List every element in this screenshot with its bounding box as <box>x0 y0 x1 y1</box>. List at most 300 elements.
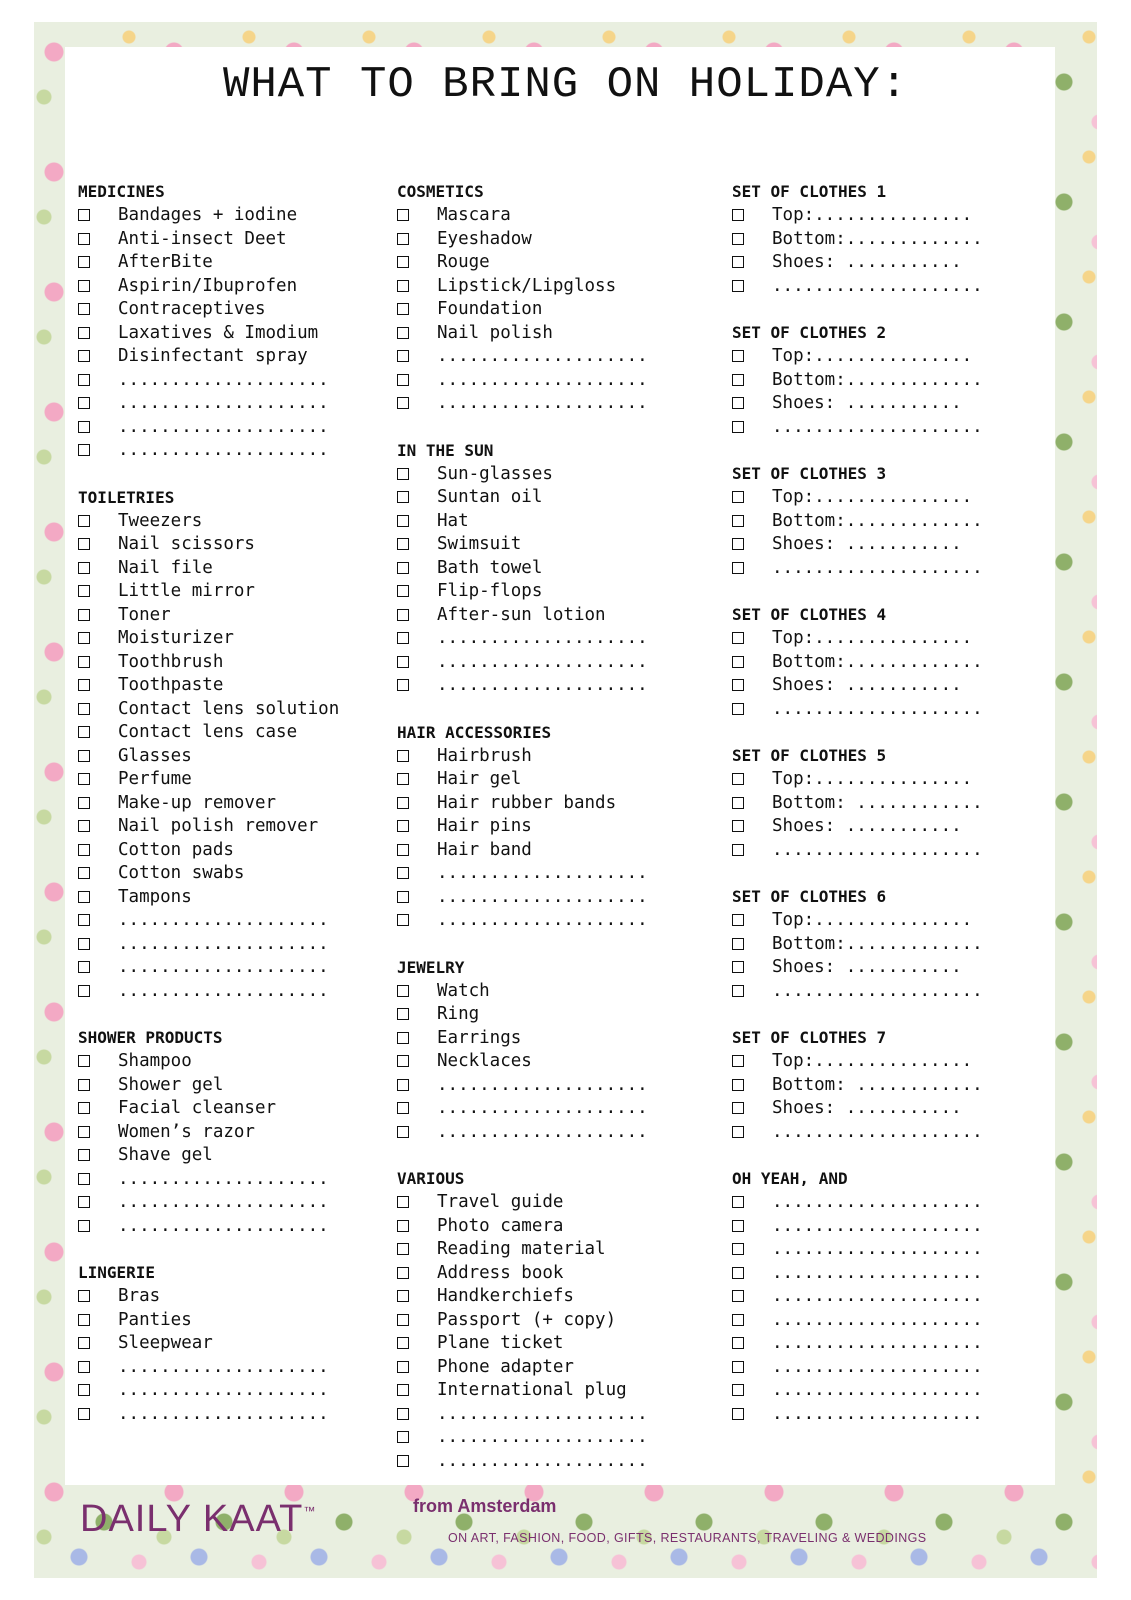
checkbox[interactable] <box>78 256 90 268</box>
checklist-item <box>732 956 1052 980</box>
checklist-item <box>78 1285 378 1309</box>
checklist-item <box>397 204 697 228</box>
item-label: Little mirror <box>118 581 255 602</box>
checkbox[interactable] <box>78 303 90 315</box>
checkbox[interactable] <box>78 280 90 292</box>
checkbox[interactable] <box>78 350 90 362</box>
section-title: SET OF CLOTHES 5 <box>732 746 887 765</box>
checklist-item <box>732 1285 1052 1309</box>
section-title: COSMETICS <box>397 182 484 201</box>
checkbox[interactable] <box>78 562 90 574</box>
checkbox[interactable] <box>397 867 409 879</box>
checklist-item <box>397 1238 697 1262</box>
checklist-item <box>397 580 697 604</box>
checkbox[interactable] <box>78 609 90 621</box>
checklist-item <box>78 439 378 463</box>
checklist-item <box>732 274 1052 298</box>
checklist-item <box>78 697 378 721</box>
checkbox[interactable] <box>78 585 90 597</box>
checklist-item <box>732 1332 1052 1356</box>
checklist-item <box>397 862 697 886</box>
item-label: Earrings <box>437 1027 522 1048</box>
checkbox[interactable] <box>397 632 409 644</box>
section-title: LINGERIE <box>78 1263 156 1282</box>
section-title: OH YEAH, AND <box>732 1169 848 1188</box>
item-label: Laxatives & Imodium <box>118 322 319 343</box>
checkbox[interactable] <box>732 1384 744 1396</box>
section-title: SET OF CLOTHES 7 <box>732 1028 887 1047</box>
item-label: .................... <box>772 275 983 296</box>
checkbox[interactable] <box>78 985 90 997</box>
checklist-item <box>732 1120 1052 1144</box>
checklist-item <box>78 768 378 792</box>
item-label: .................... <box>118 1215 329 1236</box>
item-label: Make-up remover <box>118 792 277 813</box>
item-label: Bandages + iodine <box>118 205 298 226</box>
checkbox[interactable] <box>78 421 90 433</box>
checkbox[interactable] <box>78 1055 90 1067</box>
item-label: .................... <box>437 1450 648 1471</box>
section-title: HAIR ACCESSORIES <box>397 722 552 742</box>
checklist-item <box>78 791 378 815</box>
checkbox[interactable] <box>78 679 90 691</box>
checkbox[interactable] <box>732 280 744 292</box>
checklist-section <box>732 321 1052 439</box>
item-label: .................... <box>118 369 329 390</box>
item-label: .................... <box>437 910 648 931</box>
checklist-item <box>732 1402 1052 1426</box>
item-label: .................... <box>437 651 648 672</box>
checkbox[interactable] <box>397 1431 409 1443</box>
checkbox[interactable] <box>732 914 744 926</box>
section-gap <box>397 697 697 721</box>
item-label: Travel guide <box>437 1192 564 1213</box>
item-label: .................... <box>118 910 329 931</box>
checklist-item <box>397 486 697 510</box>
checkbox[interactable] <box>78 844 90 856</box>
checkbox[interactable] <box>732 421 744 433</box>
checklist-section <box>732 1167 1052 1426</box>
item-label: Bottom:............. <box>772 510 983 531</box>
checkbox[interactable] <box>397 209 409 221</box>
checkbox[interactable] <box>397 679 409 691</box>
item-label: After-sun lotion <box>437 604 606 625</box>
checklist-item <box>397 1191 697 1215</box>
item-label: Foundation <box>437 299 543 320</box>
checkbox[interactable] <box>397 1267 409 1279</box>
checkbox[interactable] <box>397 585 409 597</box>
item-label: .................... <box>772 416 983 437</box>
checkbox[interactable] <box>78 961 90 973</box>
checkbox[interactable] <box>78 209 90 221</box>
checklist-item <box>732 838 1052 862</box>
checklist-item <box>78 603 378 627</box>
checkbox[interactable] <box>397 562 409 574</box>
checklist-item <box>732 1050 1052 1074</box>
checklist-section <box>732 885 1052 1003</box>
item-label: Nail scissors <box>118 534 255 555</box>
checklist-item <box>397 1097 697 1121</box>
item-label: .................... <box>772 1192 983 1213</box>
checkbox[interactable] <box>78 656 90 668</box>
checklist-item <box>78 721 378 745</box>
checklist-item <box>78 1332 378 1356</box>
checklist-section <box>397 439 697 698</box>
item-label: Tampons <box>118 886 192 907</box>
checkbox[interactable] <box>78 797 90 809</box>
item-label: .................... <box>772 1333 983 1354</box>
checklist-item <box>397 227 697 251</box>
section-title: SET OF CLOTHES 4 <box>732 605 887 624</box>
checklist-item <box>78 627 378 651</box>
item-label: Top:............... <box>772 628 973 649</box>
checkbox[interactable] <box>732 256 744 268</box>
item-label: .................... <box>118 1192 329 1213</box>
checkbox[interactable] <box>732 820 744 832</box>
checkbox[interactable] <box>78 1408 90 1420</box>
checkbox[interactable] <box>78 1290 90 1302</box>
item-label: Hair pins <box>437 816 532 837</box>
checklist-item <box>397 768 697 792</box>
checkbox[interactable] <box>397 891 409 903</box>
checkbox[interactable] <box>78 1314 90 1326</box>
item-label: Cotton pads <box>118 839 234 860</box>
checkbox[interactable] <box>732 1408 744 1420</box>
checkbox[interactable] <box>397 914 409 926</box>
checkbox[interactable] <box>732 797 744 809</box>
checkbox[interactable] <box>732 1361 744 1373</box>
checkbox[interactable] <box>732 1220 744 1232</box>
checkbox[interactable] <box>397 1408 409 1420</box>
checklist-item <box>78 862 378 886</box>
checkbox[interactable] <box>78 773 90 785</box>
checkbox[interactable] <box>78 891 90 903</box>
checklist-item <box>732 1214 1052 1238</box>
checklist-item <box>397 1426 697 1450</box>
item-label: Swimsuit <box>437 534 522 555</box>
item-label: Bottom: ............ <box>772 792 983 813</box>
checkbox[interactable] <box>78 1384 90 1396</box>
item-label: .................... <box>118 933 329 954</box>
checklist-item <box>732 1073 1052 1097</box>
item-label: Bottom: ............ <box>772 1074 983 1095</box>
checkbox[interactable] <box>732 961 744 973</box>
checkbox[interactable] <box>397 397 409 409</box>
section-title: VARIOUS <box>397 1169 465 1188</box>
checkbox[interactable] <box>732 656 744 668</box>
column-2 <box>397 180 697 1473</box>
item-label: .................... <box>118 440 329 461</box>
item-label: Necklaces <box>437 1051 532 1072</box>
item-label: .................... <box>437 1403 648 1424</box>
checklist-section <box>397 956 697 1144</box>
checkbox[interactable] <box>78 327 90 339</box>
checklist-item <box>732 768 1052 792</box>
checklist-section <box>397 1167 697 1473</box>
checkbox[interactable] <box>732 209 744 221</box>
checklist-item <box>78 1167 378 1191</box>
item-label: Bottom:............. <box>772 651 983 672</box>
checklist-item <box>397 1308 697 1332</box>
checklist-item <box>78 533 378 557</box>
checkbox[interactable] <box>397 1290 409 1302</box>
item-label: Hair gel <box>437 769 522 790</box>
checkbox[interactable] <box>78 515 90 527</box>
checkbox[interactable] <box>78 1361 90 1373</box>
checkbox[interactable] <box>397 1079 409 1091</box>
checklist-section <box>397 721 697 933</box>
checkbox[interactable] <box>732 938 744 950</box>
checklist-item <box>397 1026 697 1050</box>
checkbox[interactable] <box>78 538 90 550</box>
checkbox[interactable] <box>78 632 90 644</box>
checkbox[interactable] <box>78 938 90 950</box>
checklist-item <box>732 251 1052 275</box>
checkbox[interactable] <box>397 1220 409 1232</box>
checkbox[interactable] <box>397 1008 409 1020</box>
item-label: Shoes: ........... <box>772 393 962 414</box>
checkbox[interactable] <box>397 374 409 386</box>
checkbox[interactable] <box>397 515 409 527</box>
checklist-item <box>78 979 378 1003</box>
item-label: .................... <box>437 1098 648 1119</box>
checkbox[interactable] <box>732 1055 744 1067</box>
checkbox[interactable] <box>732 374 744 386</box>
checklist-item <box>732 1308 1052 1332</box>
section-gap <box>397 932 697 956</box>
section-gap <box>732 862 1052 886</box>
checkbox[interactable] <box>732 844 744 856</box>
checkbox[interactable] <box>732 1314 744 1326</box>
item-label: Shave gel <box>118 1145 213 1166</box>
checkbox[interactable] <box>78 444 90 456</box>
item-label: Address book <box>437 1262 564 1283</box>
checkbox[interactable] <box>397 233 409 245</box>
checkbox[interactable] <box>397 750 409 762</box>
checkbox[interactable] <box>397 1102 409 1114</box>
checklist-item <box>397 1261 697 1285</box>
checklist-item <box>732 1097 1052 1121</box>
item-label: .................... <box>118 980 329 1001</box>
item-label: Hat <box>437 510 469 531</box>
checklist-item <box>78 650 378 674</box>
checklist-item <box>732 204 1052 228</box>
item-label: Shoes: ........... <box>772 957 962 978</box>
checklist-item <box>78 580 378 604</box>
checklist-item <box>397 885 697 909</box>
checkbox[interactable] <box>732 679 744 691</box>
checkbox[interactable] <box>732 1337 744 1349</box>
checkbox[interactable] <box>397 656 409 668</box>
checkbox[interactable] <box>78 1079 90 1091</box>
item-label: Ring <box>437 1004 480 1025</box>
checkbox[interactable] <box>78 726 90 738</box>
item-label: .................... <box>772 1356 983 1377</box>
checkbox[interactable] <box>732 703 744 715</box>
item-label: Sleepwear <box>118 1333 213 1354</box>
section-gap <box>732 580 1052 604</box>
checkbox[interactable] <box>397 1055 409 1067</box>
item-label: Moisturizer <box>118 628 234 649</box>
item-label: Top:............... <box>772 487 973 508</box>
checklist-item <box>732 1191 1052 1215</box>
checkbox[interactable] <box>78 750 90 762</box>
checklist-item <box>732 392 1052 416</box>
checklist-item <box>78 274 378 298</box>
checkbox[interactable] <box>397 609 409 621</box>
checklist-item <box>732 932 1052 956</box>
checklist-item <box>732 486 1052 510</box>
column-3 <box>732 180 1052 1426</box>
checkbox[interactable] <box>732 1102 744 1114</box>
item-label: .................... <box>772 1403 983 1424</box>
item-label: Sun-glasses <box>437 463 553 484</box>
checkbox[interactable] <box>78 867 90 879</box>
checkbox[interactable] <box>397 985 409 997</box>
checkbox[interactable] <box>732 515 744 527</box>
checkbox[interactable] <box>78 1126 90 1138</box>
checkbox[interactable] <box>397 303 409 315</box>
checkbox[interactable] <box>397 1126 409 1138</box>
checkbox[interactable] <box>397 1243 409 1255</box>
checkbox[interactable] <box>732 773 744 785</box>
item-label: Toner <box>118 604 171 625</box>
checklist-item <box>78 227 378 251</box>
item-label: Perfume <box>118 769 192 790</box>
item-label: Hair band <box>437 839 532 860</box>
item-label: .................... <box>772 1262 983 1283</box>
checkbox[interactable] <box>78 1337 90 1349</box>
checklist-item <box>397 345 697 369</box>
checklist-item <box>78 392 378 416</box>
checklist-item <box>397 1332 697 1356</box>
checkbox[interactable] <box>732 538 744 550</box>
brand-logo <box>80 1498 316 1541</box>
checklist-item <box>732 368 1052 392</box>
checkbox[interactable] <box>397 280 409 292</box>
item-label: .................... <box>437 1074 648 1095</box>
checklist-item <box>397 368 697 392</box>
checkbox[interactable] <box>397 256 409 268</box>
checkbox[interactable] <box>732 1243 744 1255</box>
checkbox[interactable] <box>78 233 90 245</box>
checklist-item <box>732 791 1052 815</box>
checklist-item <box>397 298 697 322</box>
checkbox[interactable] <box>78 1173 90 1185</box>
checklist-section <box>78 1261 378 1426</box>
checkbox[interactable] <box>397 797 409 809</box>
checkbox[interactable] <box>397 1384 409 1396</box>
checkbox[interactable] <box>732 1196 744 1208</box>
checklist-section <box>732 603 1052 721</box>
checkbox[interactable] <box>397 468 409 480</box>
checklist-section <box>732 180 1052 298</box>
checkbox[interactable] <box>732 985 744 997</box>
checklist-item <box>397 1449 697 1473</box>
checkbox[interactable] <box>78 1220 90 1232</box>
item-label: Bottom:............. <box>772 933 983 954</box>
checkbox[interactable] <box>397 1337 409 1349</box>
checklist-item <box>732 1261 1052 1285</box>
checkbox[interactable] <box>397 1032 409 1044</box>
checklist-item <box>397 909 697 933</box>
item-label: .................... <box>772 1286 983 1307</box>
item-label: .................... <box>772 698 983 719</box>
checkbox[interactable] <box>397 773 409 785</box>
checklist-item <box>732 345 1052 369</box>
checklist-item <box>397 603 697 627</box>
checkbox[interactable] <box>732 1267 744 1279</box>
checkbox[interactable] <box>78 397 90 409</box>
checkbox[interactable] <box>732 233 744 245</box>
checklist-item <box>732 227 1052 251</box>
checkbox[interactable] <box>78 1102 90 1114</box>
checkbox[interactable] <box>78 703 90 715</box>
item-label: .................... <box>118 1168 329 1189</box>
item-label: Phone adapter <box>437 1356 574 1377</box>
checkbox[interactable] <box>78 914 90 926</box>
checkbox[interactable] <box>78 1196 90 1208</box>
item-label: Women’s razor <box>118 1121 255 1142</box>
checkbox[interactable] <box>397 538 409 550</box>
checkbox[interactable] <box>732 397 744 409</box>
item-label: Shoes: ........... <box>772 816 962 837</box>
checkbox[interactable] <box>732 491 744 503</box>
item-label: .................... <box>437 393 648 414</box>
checkbox[interactable] <box>78 374 90 386</box>
checklist-item <box>397 1402 697 1426</box>
checkbox[interactable] <box>397 1361 409 1373</box>
checklist-item <box>397 1214 697 1238</box>
checkbox[interactable] <box>732 1079 744 1091</box>
checkbox[interactable] <box>78 820 90 832</box>
checklist-item <box>78 415 378 439</box>
checkbox[interactable] <box>397 1314 409 1326</box>
checklist-item <box>78 509 378 533</box>
checkbox[interactable] <box>397 491 409 503</box>
item-label: Panties <box>118 1309 192 1330</box>
checkbox[interactable] <box>397 327 409 339</box>
item-label: Toothbrush <box>118 651 224 672</box>
item-label: Shampoo <box>118 1051 192 1072</box>
checklist-item <box>78 1073 378 1097</box>
item-label: Contact lens solution <box>118 698 340 719</box>
section-title: JEWELRY <box>397 957 465 977</box>
checklist-item <box>78 251 378 275</box>
checkbox[interactable] <box>732 350 744 362</box>
item-label: .................... <box>437 628 648 649</box>
item-label: Mascara <box>437 205 511 226</box>
checklist-item <box>397 462 697 486</box>
checkbox[interactable] <box>732 1290 744 1302</box>
checkbox[interactable] <box>732 1126 744 1138</box>
checkbox[interactable] <box>732 632 744 644</box>
checklist-section <box>78 1026 378 1238</box>
section-title: SET OF CLOTHES 3 <box>732 464 887 483</box>
item-label: .................... <box>118 1356 329 1377</box>
checkbox[interactable] <box>397 1455 409 1467</box>
item-label: Toothpaste <box>118 675 224 696</box>
checkbox[interactable] <box>78 1149 90 1161</box>
checklist-item <box>397 791 697 815</box>
checkbox[interactable] <box>397 844 409 856</box>
checkbox[interactable] <box>397 820 409 832</box>
checkbox[interactable] <box>732 562 744 574</box>
section-title: SET OF CLOTHES 1 <box>732 182 887 201</box>
checkbox[interactable] <box>397 1196 409 1208</box>
checkbox[interactable] <box>397 350 409 362</box>
checklist-item <box>78 345 378 369</box>
